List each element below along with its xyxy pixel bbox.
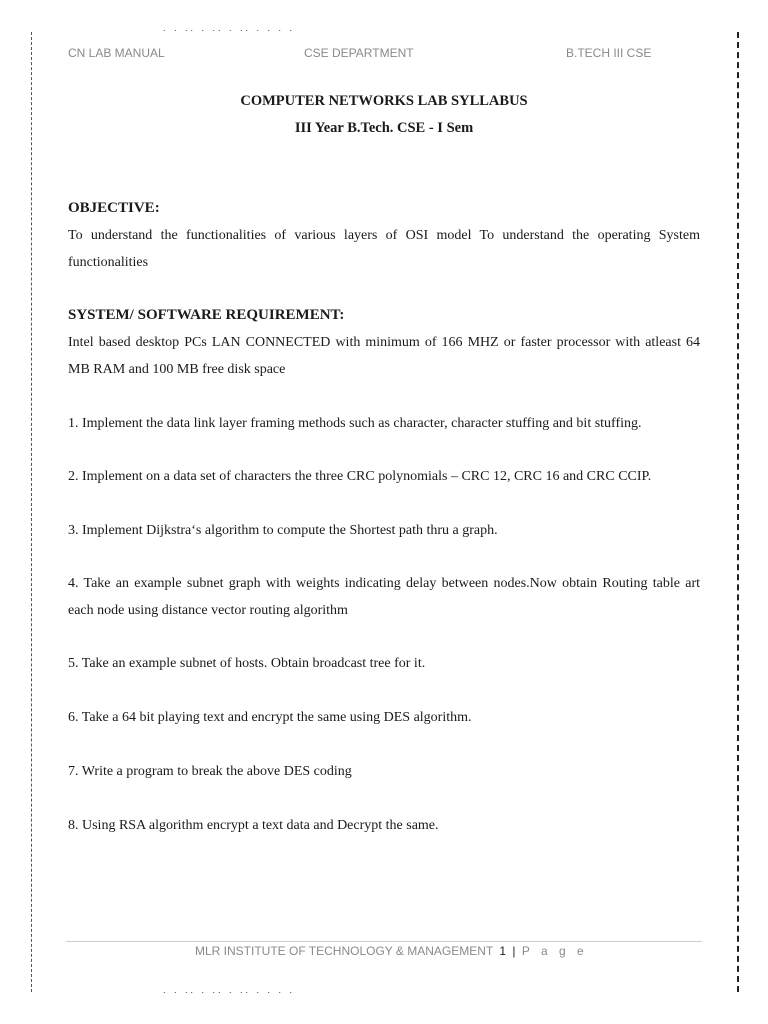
experiment-item: 1. Implement the data link layer framing methods such as character, character stuffing and bit stuffing. bbox=[68, 416, 642, 431]
page-header bbox=[68, 46, 700, 62]
page-label: P a g e bbox=[521, 944, 588, 958]
experiment-item: 8. Using RSA algorithm encrypt a text data and Decrypt the same. bbox=[68, 818, 439, 833]
requirements-text: Intel based desktop PCs LAN CONNECTED with minimum of 166 MHZ or faster processor with atleast 64 MB RAM and 100 MB free disk space bbox=[68, 335, 700, 377]
header-right: B.TECH III CSE bbox=[566, 46, 652, 60]
objective-text: To understand the functionalities of various layers of OSI model To understand the operating System functionalities bbox=[68, 228, 700, 270]
experiment-item: 2. Implement on a data set of characters the three CRC polynomials – CRC 12, CRC 16 and CRC CCIP. bbox=[68, 469, 652, 484]
page-number: 1 bbox=[499, 944, 507, 958]
header-center: CSE DEPARTMENT bbox=[304, 46, 414, 60]
experiment-item: 7. Write a program to break the above DES coding bbox=[68, 764, 352, 779]
footer-separator: | bbox=[512, 944, 516, 958]
experiment-item: 5. Take an example subnet of hosts. Obtain broadcast tree for it. bbox=[68, 656, 426, 671]
footer-institute: MLR INSTITUTE OF TECHNOLOGY & MANAGEMENT bbox=[195, 944, 494, 958]
experiment-item: 3. Implement Dijkstra‘s algorithm to compute the Shortest path thru a graph. bbox=[68, 523, 498, 538]
experiment-item: 4. Take an example subnet graph with weights indicating delay between nodes.Now obtain Routing table art each node using distance vector routing algorithm bbox=[68, 576, 700, 618]
bottom-dot-marks: . . .. . .. . .. . . . . bbox=[163, 985, 296, 995]
experiment-item: 6. Take a 64 bit playing text and encrypt the same using DES algorithm. bbox=[68, 710, 472, 725]
top-dot-marks: . . .. . .. . .. . . . . bbox=[163, 23, 296, 33]
footer-divider bbox=[66, 941, 702, 942]
requirements-heading: SYSTEM/ SOFTWARE REQUIREMENT: bbox=[68, 307, 345, 323]
objective-heading: OBJECTIVE: bbox=[68, 200, 160, 216]
header-left: CN LAB MANUAL bbox=[68, 46, 165, 60]
page-footer bbox=[195, 944, 588, 958]
document-subtitle: III Year B.Tech. CSE - I Sem bbox=[294, 120, 474, 136]
page-border-left bbox=[31, 32, 32, 992]
document-title: COMPUTER NETWORKS LAB SYLLABUS bbox=[240, 93, 528, 109]
page-border-right bbox=[737, 32, 739, 992]
